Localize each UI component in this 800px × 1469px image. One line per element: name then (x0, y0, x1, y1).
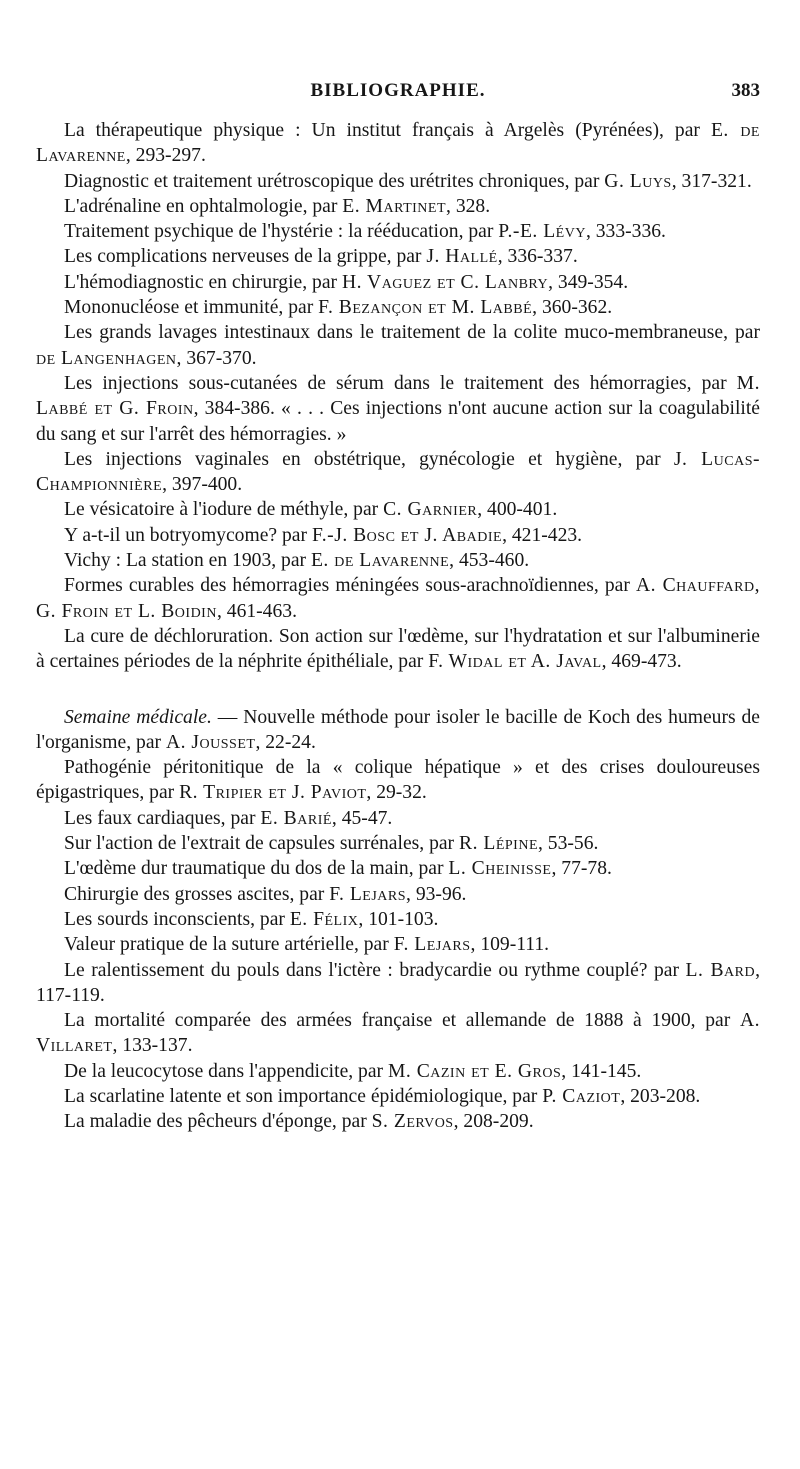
entry-pages: , 29-32. (366, 782, 427, 804)
entry-text: Les injections sous-cutanées de sérum dans le traitement des hémorragies, par (64, 372, 727, 394)
bibliography-entry (36, 831, 760, 856)
entry-text: Traitement psychique de l'hystérie : la rééducation, par (64, 221, 494, 243)
entry-authors: F. Lejars (393, 934, 471, 956)
entry-pages: , 53-56. (538, 833, 599, 855)
entry-authors: R. Tripier et J. Paviot (179, 782, 367, 804)
page-header (36, 80, 760, 110)
entry-pages: , 360-362. (532, 297, 613, 319)
entry-pages: , 328. (446, 195, 491, 217)
entry-authors: G. Luys (604, 170, 672, 192)
entry-authors: J. Lucas-Championnière (36, 448, 761, 496)
entry-pages: , 336-337. (497, 246, 578, 268)
entry-text: La thérapeutique physique : Un institut français à Argelès (Pyrénées), par (64, 120, 700, 141)
entry-authors: M. Labbé et G. Froin (36, 372, 760, 420)
entry-authors: P.-E. Lévy (498, 221, 586, 243)
entry-pages: , 400-401. (477, 499, 558, 521)
entry-text: Formes curables des hémorragies méningées sous-arachnoïdiennes, par (64, 575, 630, 597)
bibliography-part-1 (36, 118, 760, 675)
bibliography-part-2 (36, 755, 760, 1134)
entry-text: La mortalité comparée des armées française et allemande de 1888 à 1900, par (64, 1010, 731, 1032)
bibliography-entry (36, 856, 760, 881)
entry-text: Y a-t-il un botryomycome? par (64, 524, 308, 546)
bibliography-entry (36, 907, 760, 932)
bibliography-entry (36, 270, 760, 295)
bibliography-entry (36, 882, 760, 907)
entry-pages: , 109-111. (470, 934, 550, 956)
entry-pages: , 333-336. (585, 221, 666, 243)
entry-pages: , 317-321. (671, 170, 752, 192)
bibliography-entry (36, 295, 760, 320)
entry-authors: F.-J. Bosc et J. Abadie (311, 524, 503, 546)
entry-pages: , 421-423. (502, 524, 583, 546)
bibliography-entry (36, 244, 760, 269)
entry-text: Chirurgie des grosses ascites, par (64, 883, 325, 905)
running-title: BIBLIOGRAPHIE. (310, 80, 486, 101)
entry-pages: , 141-145. (561, 1060, 642, 1082)
entry-text: La cure de déchloruration. Son action sur l'œdème, sur l'hydratation et sur l'albuminerie à certaines périodes de la néphrite épithéliale, par (36, 625, 760, 673)
bibliography-entry (36, 447, 760, 498)
journal-title: Semaine médicale. (64, 706, 212, 728)
entry-text: La scarlatine latente et son importance épidémiologique, par (64, 1085, 538, 1107)
entry-text: Diagnostic et traitement urétroscopique des urétrites chroniques, par (64, 170, 600, 192)
bibliography-entry (36, 1084, 760, 1109)
bibliography-entry (36, 624, 760, 675)
bibliography-entry (36, 755, 760, 806)
entry-text: Mononucléose et immunité, par (64, 297, 314, 319)
entry-text: Vichy : La station en 1903, par (64, 550, 307, 572)
journal-entry (36, 705, 760, 756)
entry-authors: P. Caziot (542, 1085, 621, 1107)
entry-text: Les sourds inconscients, par (64, 908, 285, 930)
entry-pages: , 293-297. (125, 145, 206, 167)
bibliography-list (36, 118, 760, 1135)
entry-authors: A. Villaret (36, 1010, 760, 1057)
entry-pages: , 208-209. (453, 1111, 534, 1133)
entry-authors: F. Bezançon et M. Labbé (318, 297, 533, 319)
entry-text: De la leucocytose dans l'appendicite, par (64, 1060, 384, 1082)
entry-authors: A. Chauffard, G. Froin et L. Boidin (36, 575, 761, 622)
bibliography-entry (36, 118, 760, 169)
entry-authors: A. Jousset (165, 731, 256, 753)
entry-text: Pathogénie péritonitique de la « colique hépatique » et des crises douloureuses épigastriques, par (36, 757, 760, 804)
page-number: 383 (731, 80, 760, 101)
entry-pages: , 469-473. (601, 651, 682, 673)
bibliography-entry (36, 169, 760, 194)
bibliography-entry (36, 573, 760, 624)
entry-text: Les injections vaginales en obstétrique, gynécologie et hygiène, par (64, 448, 661, 470)
entry-pages: , 397-400. (162, 474, 243, 496)
entry-text: Les grands lavages intestinaux dans le traitement de la colite muco-membraneuse, par (64, 322, 760, 344)
entry-text: L'œdème dur traumatique du dos de la main, par (64, 858, 444, 880)
bibliography-entry (36, 497, 760, 522)
entry-text: La maladie des pêcheurs d'éponge, par (64, 1111, 367, 1133)
entry-authors: R. Lépine (459, 833, 538, 855)
entry-pages: , 77-78. (551, 858, 612, 880)
entry-authors: L. Bard (685, 959, 756, 981)
entry-authors: J. Hallé (426, 246, 498, 268)
entry-pages: , 22-24. (255, 731, 316, 753)
entry-authors: L. Cheinisse (448, 858, 552, 880)
entry-authors: E. de Lavarenne (36, 120, 760, 167)
entry-authors: E. de Lavarenne (310, 550, 450, 572)
entry-pages: , 101-103. (358, 908, 439, 930)
bibliography-entry (36, 1059, 760, 1084)
entry-authors: C. Garnier (383, 499, 478, 521)
entry-pages: , 461-463. (216, 600, 297, 622)
bibliography-entry (36, 320, 760, 371)
entry-text: Les faux cardiaques, par (64, 807, 256, 829)
entry-pages: , 45-47. (331, 807, 393, 829)
entry-text: L'adrénaline en ophtalmologie, par (64, 195, 338, 217)
entry-text: Sur l'action de l'extrait de capsules surrénales, par (64, 833, 455, 855)
bibliography-entry (36, 548, 760, 573)
entry-pages: , 93-96. (406, 883, 467, 905)
entry-text: — Nouvelle méthode pour isoler le bacille de Koch des humeurs de l'organisme, par (36, 706, 760, 753)
entry-pages: , 453-460. (449, 550, 530, 572)
bibliography-entry (36, 958, 760, 1009)
entry-authors: de Langenhagen (36, 347, 177, 369)
entry-authors: F. Lejars (329, 883, 407, 905)
bibliography-entry (36, 219, 760, 244)
entry-pages: , 117-119. (36, 959, 760, 1006)
entry-authors: E. Martinet (342, 195, 447, 217)
bibliography-entry (36, 523, 760, 548)
section-gap (36, 675, 760, 705)
entry-text: L'hémodiagnostic en chirurgie, par (64, 271, 338, 293)
entry-authors: F. Widal et A. Javal (428, 651, 602, 673)
entry-text: Le ralentissement du pouls dans l'ictère : bradycardie ou rythme couplé? par (64, 959, 680, 981)
bibliography-entry (36, 371, 760, 447)
entry-authors: E. Barié (260, 807, 332, 829)
entry-authors: M. Cazin et E. Gros (387, 1060, 562, 1082)
entry-pages: , 203-208. (620, 1085, 701, 1107)
entry-text: Le vésicatoire à l'iodure de méthyle, par (64, 499, 379, 521)
bibliography-entry (36, 1008, 760, 1059)
entry-text: Valeur pratique de la suture artérielle, par (64, 934, 389, 956)
entry-authors: E. Félix (289, 908, 359, 930)
entry-authors: S. Zervos (371, 1111, 454, 1133)
entry-text: Les complications nerveuses de la grippe, par (64, 246, 422, 268)
entry-pages: , 384-386. « . . . Ces injections n'ont aucune action sur la coagulabilité du sang et sur l'arrêt des hémorragies. » (36, 398, 760, 445)
bibliography-entry (36, 932, 760, 957)
entry-pages: , 349-354. (548, 271, 629, 293)
entry-authors: H. Vaguez et C. Lanbry (341, 271, 549, 293)
bibliography-entry (36, 1109, 760, 1134)
entry-pages: , 367-370. (176, 347, 257, 369)
bibliography-entry (36, 194, 760, 219)
entry-pages: , 133-137. (112, 1035, 193, 1057)
bibliography-entry (36, 806, 760, 831)
